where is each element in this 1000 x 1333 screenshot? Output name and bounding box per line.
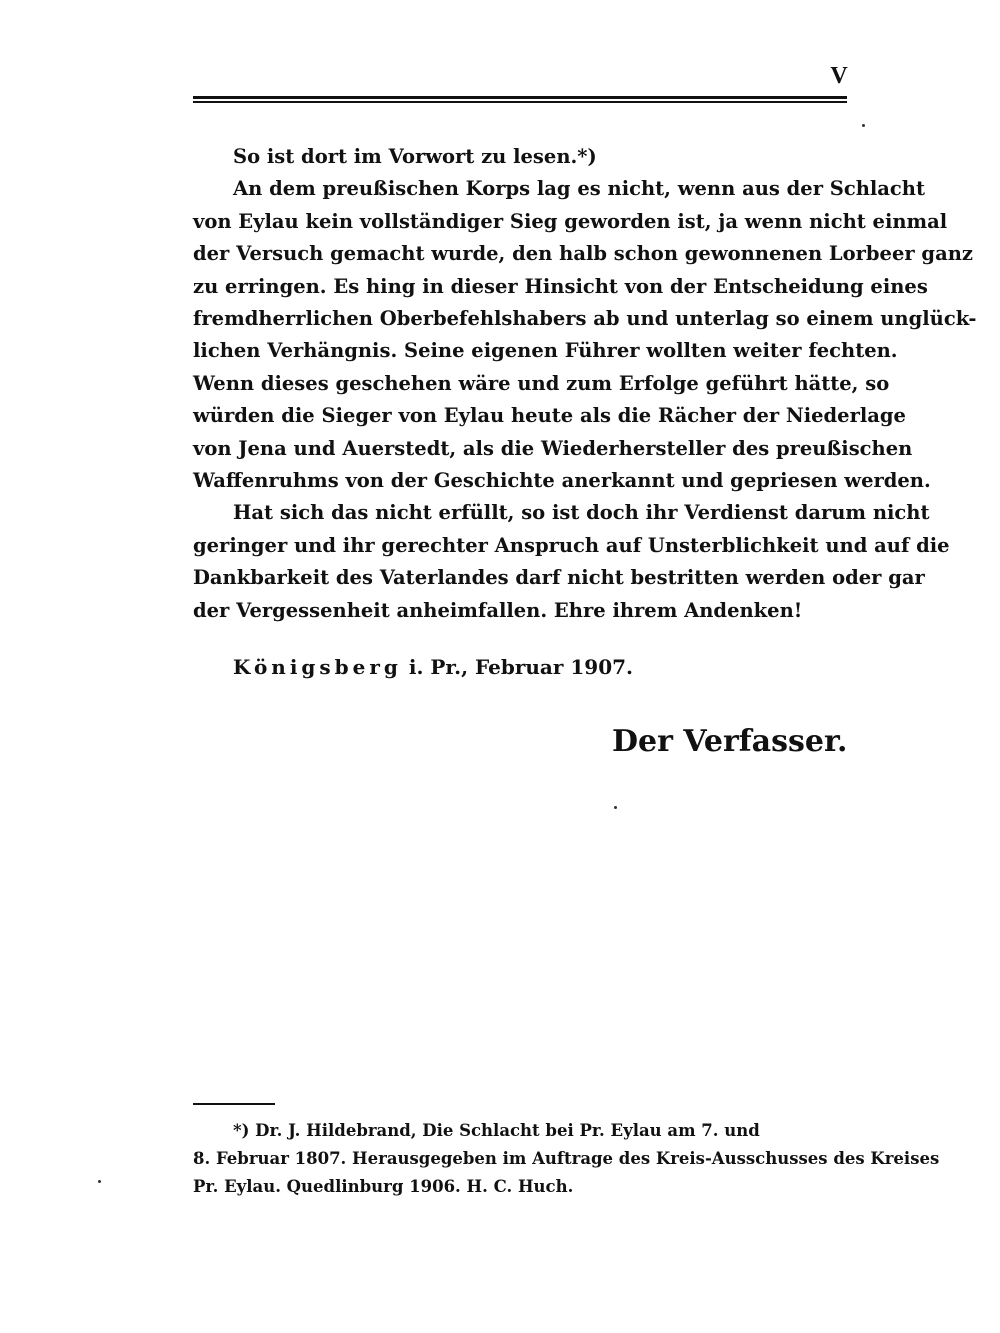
footnote-rule [193,1103,275,1105]
text-line: würden die Sieger von Eylau heute als die Rächer der Niederlage [193,404,906,428]
page-number: V [830,63,848,89]
text-line: Wenn dieses geschehen wäre und zum Erfolge geführt hätte, so [193,371,890,395]
text-line: von Eylau kein vollständiger Sieg geworden ist, ja wenn nicht einmal [193,209,948,233]
text-line: An dem preußischen Korps lag es nicht, wenn aus der Schlacht [233,177,925,201]
speck-dot [614,806,617,809]
text-line: geringer und ihr gerechter Anspruch auf Unsterblichkeit und auf die [193,533,950,557]
text-line: der Vergessenheit anheimfallen. Ehre ihrem Andenken! [193,598,803,622]
speck-dot [98,1180,101,1183]
text-line: von Jena und Auerstedt, als die Wiederhersteller des preußischen [193,436,913,460]
speck-dot [862,124,865,127]
date-text: i. Pr., Februar 1907. [401,655,633,679]
text-line: Waffenruhms von der Geschichte anerkannt und gepriesen werden. [193,469,931,493]
text-line: So ist dort im Vorwort zu lesen.*) [233,145,597,168]
footnote-line: *) Dr. J. Hildebrand, Die Schlacht bei Pr. Eylau am 7. und [233,1121,760,1140]
text-line: Hat sich das nicht erfüllt, so ist doch ihr Verdienst darum nicht [233,501,930,525]
text-line: Dankbarkeit des Vaterlandes darf nicht bestritten werden oder gar [193,566,925,590]
header-rule [193,96,847,103]
signature: Der Verfasser. [612,724,848,759]
place-date [233,655,633,679]
text-line: fremdherrlichen Oberbefehlshabers ab und unterlag so einem unglück- [193,307,977,331]
footnote-line: 8. Februar 1807. Herausgegeben im Auftrage des Kreis-Ausschusses des Kreises [193,1149,940,1168]
text-line: lichen Verhängnis. Seine eigenen Führer wollten weiter fechten. [193,339,898,363]
footnote-line: Pr. Eylau. Quedlinburg 1906. H. C. Huch. [193,1177,574,1196]
text-line: zu erringen. Es hing in dieser Hinsicht von der Entscheidung eines [193,274,928,298]
footnote [193,1117,940,1201]
main-text [193,141,977,627]
place-name: Königsberg [233,655,402,679]
text-line: der Versuch gemacht wurde, den halb schon gewonnenen Lorbeer ganz [193,242,973,266]
